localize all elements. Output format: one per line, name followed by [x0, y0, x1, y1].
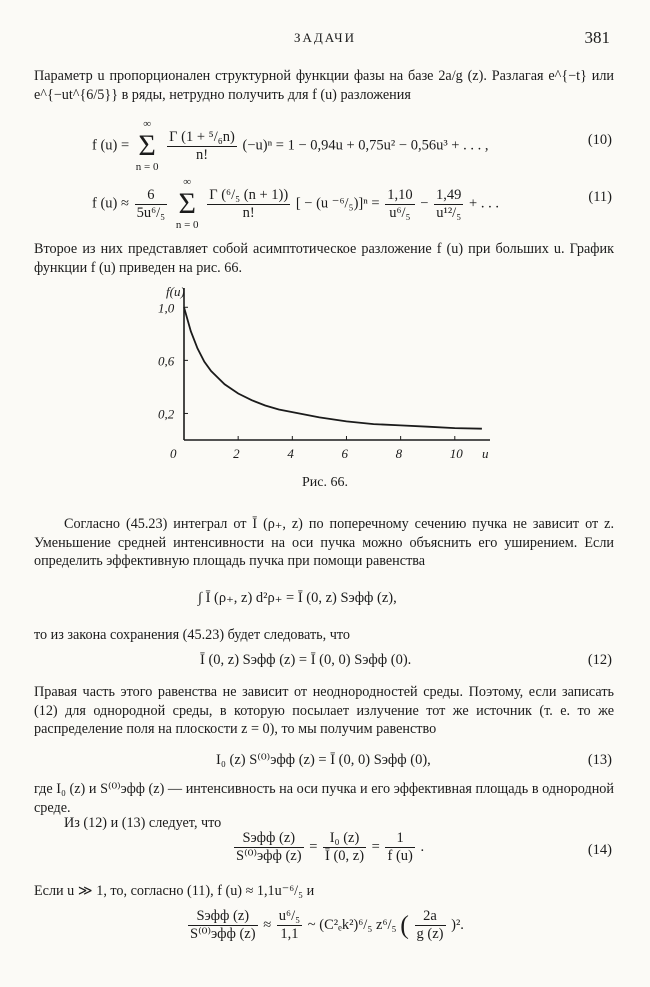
- approx-sign: ≈: [263, 916, 272, 933]
- x-tick-label: 6: [341, 446, 348, 461]
- fraction-numerator: 2a: [415, 908, 446, 926]
- fraction-denominator: f (u): [387, 848, 413, 864]
- sigma-symbol: Σ: [138, 129, 156, 162]
- paren-fraction: [415, 908, 446, 943]
- page-number: 381: [584, 28, 610, 47]
- sum-lower-limit: n = 0: [175, 219, 199, 231]
- x-tick-label: 10: [449, 446, 463, 461]
- equation-12: Ī (0, z) Sэфф (z) = Ī (0, 0) Sэфф (0).: [200, 652, 412, 668]
- equation-integral: ∫ Ī (ρ₊, z) d²ρ₊ = Ī (0, z) Sэфф (z),: [198, 590, 397, 606]
- eq10-lhs: f (u) =: [92, 137, 130, 154]
- figure-66-chart: [150, 280, 510, 470]
- equation-number-11: (11): [588, 189, 612, 205]
- x-tick-label: 4: [287, 446, 294, 461]
- power-fraction: [277, 908, 302, 943]
- fraction-denominator: u¹²/₅: [436, 204, 462, 221]
- fraction-numerator: 1,49: [436, 186, 462, 203]
- term-fraction-2: [434, 187, 463, 222]
- gamma-fraction: [167, 129, 237, 164]
- equation-13: I₀ (z) S⁽⁰⁾эфф (z) = Ī (0, 0) Sэфф (0),: [216, 752, 431, 768]
- y-axis-label: f(u): [166, 284, 185, 299]
- period: .: [420, 838, 425, 855]
- sigma-symbol: Σ: [178, 187, 196, 220]
- term-fraction-1: [385, 187, 414, 222]
- data-line-f-of-u: [184, 307, 482, 428]
- fraction-denominator: S⁽⁰⁾эфф (z): [190, 926, 256, 942]
- y-tick-label: 1,0: [158, 300, 175, 316]
- inverse-f-fraction: [385, 830, 414, 865]
- fraction-numerator: u⁶/₅: [278, 908, 301, 924]
- equation-11: [92, 176, 499, 232]
- eq11-lhs: f (u) ≈: [92, 195, 129, 212]
- sum-lower-limit: n = 0: [135, 161, 159, 173]
- equation-number-14: (14): [587, 842, 612, 858]
- figure-caption: Рис. 66.: [302, 475, 348, 490]
- equation-number-10: (10): [587, 132, 612, 148]
- fraction-denominator: Ī (0, z): [325, 848, 365, 864]
- fraction-numerator: Sэфф (z): [234, 830, 304, 848]
- fraction-numerator: Γ (⁶/₅ (n + 1)): [209, 186, 289, 203]
- sum-upper-limit: ∞: [183, 176, 192, 188]
- equation-middle: ~ (C²ₑk²)⁶/₅ z⁶/₅: [307, 916, 397, 933]
- gamma-fraction: [207, 187, 290, 222]
- eq11-tail: + . . .: [469, 195, 499, 212]
- fraction-denominator: 5u⁶/₅: [136, 204, 166, 221]
- paragraph-parameter: Параметр u пропорционален структурной функции фазы на базе 2a/g (z). Разлагая e^{−t} или e^{−ut^{6/5}} в ряды, нетрудно получить для f (u) разложения: [34, 68, 614, 103]
- x-tick-label: 8: [395, 446, 403, 461]
- eq11-middle: [ − (u ⁻⁶/₅)]ⁿ =: [295, 195, 380, 212]
- paragraph-where: где I₀ (z) и S⁽⁰⁾эфф (z) — интенсивность на оси пучка и его эффективная площадь в однородной среде.: [34, 781, 614, 816]
- minus-sign: −: [420, 195, 429, 212]
- x-tick-label: 0: [170, 446, 177, 461]
- sum-operator: [176, 176, 199, 232]
- area-ratio-fraction: [234, 830, 304, 865]
- paragraph-homogeneous: Правая часть этого равенства не зависит от неоднородностей среды. Поэтому, если записать (12) для однородной среды, в которую посылает излучение тот же источник (т. е. то же распределение поля на плоскости z = 0), то мы получим равенство: [34, 684, 614, 737]
- equation-number-12: (12): [587, 652, 612, 668]
- fraction-denominator: 1,1: [280, 926, 299, 942]
- equation-asymptotic-area: [186, 908, 464, 943]
- equation-number-13: (13): [587, 752, 612, 768]
- fraction-numerator: 1: [385, 830, 414, 848]
- paragraph-follows: Из (12) и (13) следует, что: [64, 815, 222, 831]
- area-ratio-fraction: [188, 908, 258, 943]
- fraction-denominator: n!: [242, 204, 255, 221]
- fraction-numerator: 6: [135, 187, 168, 205]
- fraction-numerator: 1,10: [387, 186, 413, 203]
- equals-sign: =: [371, 838, 380, 855]
- paragraph-conservation: то из закона сохранения (45.23) будет следовать, что: [34, 627, 350, 643]
- fraction-numerator: Sэфф (z): [188, 908, 258, 926]
- fraction-denominator: u⁶/₅: [389, 204, 411, 221]
- paragraph-large-u: Если u ≫ 1, то, согласно (11), f (u) ≈ 1,1u⁻⁶/₅ и: [34, 883, 315, 899]
- fraction-denominator: n!: [195, 146, 209, 163]
- intensity-ratio-fraction: [323, 830, 366, 865]
- equation-14: [232, 830, 424, 865]
- open-paren: (: [400, 910, 409, 940]
- running-title: ЗАДАЧИ: [293, 30, 357, 45]
- x-axis-label: u: [482, 446, 489, 461]
- y-tick-label: 0,6: [158, 353, 175, 369]
- paragraph-integral: Согласно (45.23) интеграл от Ī (ρ₊, z) по поперечному сечению пучка не зависит от z. Уменьшение средней интенсивности на оси пучка можно объяснить его уширением. Если определить эффективную площадь пучка при помощи равенства: [34, 516, 614, 569]
- close-paren-squared: )².: [451, 916, 464, 933]
- x-tick-label: 2: [233, 446, 240, 461]
- equation-10: [92, 118, 488, 174]
- paragraph-asymptotic: Второе из них представляет собой асимптотическое разложение f (u) при больших u. График функции f (u) приведен на рис. 66.: [34, 241, 614, 276]
- eq10-rhs: (−u)ⁿ = 1 − 0,94u + 0,75u² − 0,56u³ + . . . ,: [242, 137, 489, 154]
- fraction-denominator: S⁽⁰⁾эфф (z): [236, 848, 302, 864]
- equals-sign: =: [309, 838, 318, 855]
- fraction-numerator: Γ (1 + ⁵/₆n): [169, 128, 235, 145]
- fraction-denominator: g (z): [416, 926, 444, 942]
- y-tick-label: 0,2: [158, 406, 175, 422]
- sum-operator: [136, 118, 159, 174]
- coefficient-fraction: [135, 187, 168, 222]
- sum-upper-limit: ∞: [143, 118, 152, 130]
- fraction-numerator: I₀ (z): [323, 830, 366, 848]
